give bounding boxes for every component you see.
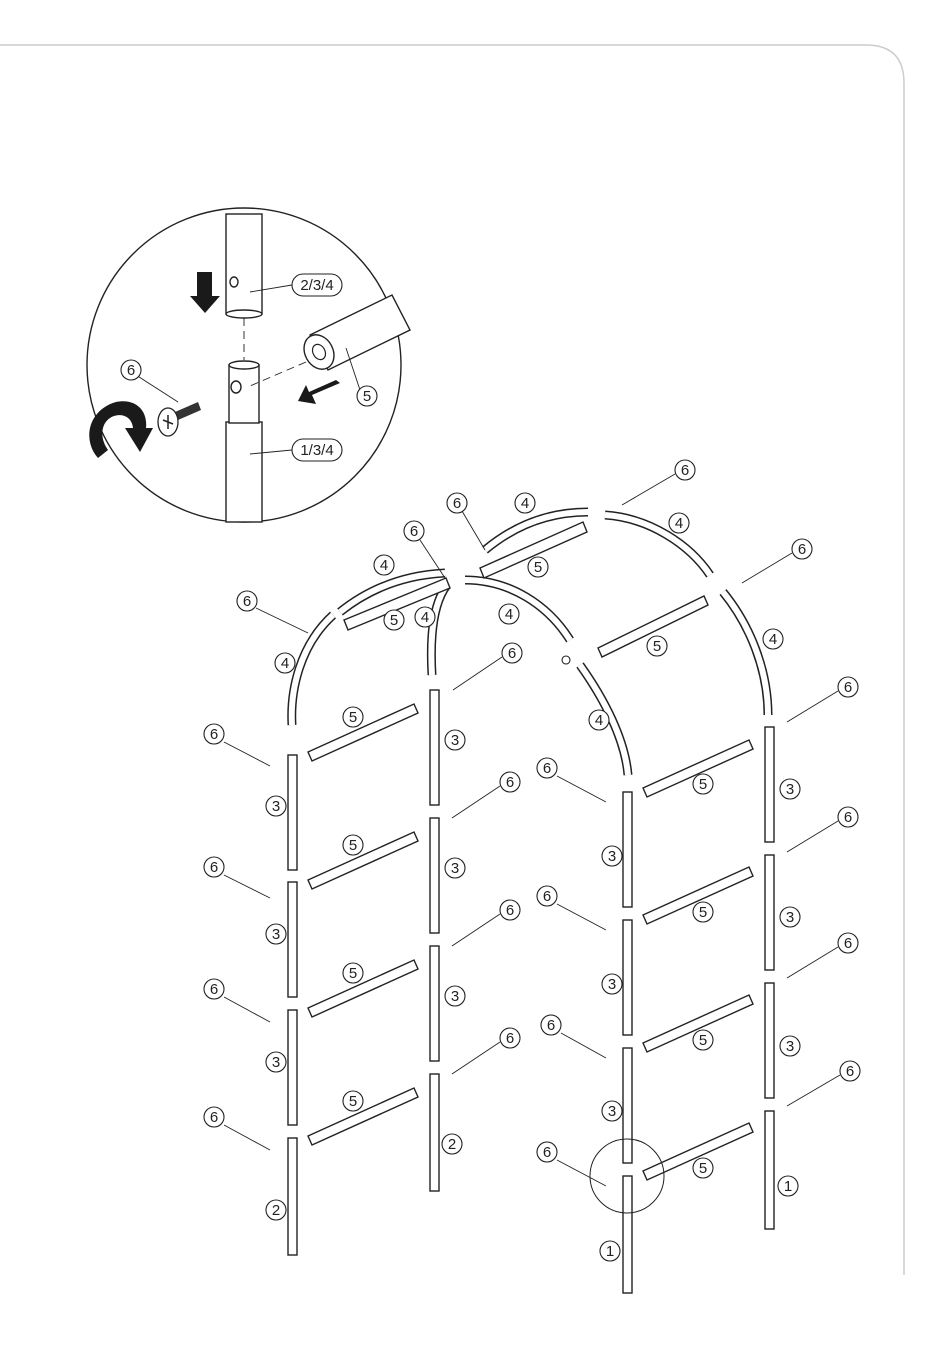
callout-leg-mid: [602, 846, 622, 866]
callout-crossbar: [343, 1091, 363, 1111]
callout-screw: [237, 591, 308, 633]
callout-crossbar: [384, 610, 404, 630]
callout-leg-mid: [780, 1036, 800, 1056]
upper-tube-label: 2/3/4: [300, 277, 334, 294]
svg-text:6: 6: [242, 593, 252, 610]
callout-crossbar: [528, 557, 548, 577]
svg-text:5: 5: [348, 709, 358, 726]
svg-text:5: 5: [698, 1160, 708, 1177]
callout-arch: [763, 629, 783, 649]
left-inner-leg: [430, 690, 439, 1191]
svg-text:5: 5: [698, 1032, 708, 1049]
arch-top-right: [605, 515, 710, 575]
svg-text:6: 6: [843, 809, 853, 826]
part-callouts: [204, 460, 860, 1261]
svg-text:6: 6: [452, 495, 462, 512]
svg-text:5: 5: [348, 837, 358, 854]
callout-leg-bottom: [778, 1176, 798, 1196]
right-side-crossbars: [598, 596, 753, 1180]
svg-text:4: 4: [768, 631, 778, 648]
callout-crossbar: [693, 774, 713, 794]
detail-upper-tube: [226, 214, 262, 314]
svg-text:5: 5: [652, 638, 662, 655]
callout-screw: [452, 772, 520, 818]
svg-text:3: 3: [450, 988, 460, 1005]
right-outer-leg: [765, 727, 774, 1229]
callout-arch: [669, 513, 689, 533]
callout-screw: [204, 979, 270, 1022]
callout-leg-mid: [780, 907, 800, 927]
callout-crossbar: [343, 963, 363, 983]
label-crossbar: [357, 386, 377, 406]
callout-crossbar: [647, 636, 667, 656]
callout-screw: [404, 521, 445, 578]
svg-text:3: 3: [607, 976, 617, 993]
callout-leg-mid: [602, 1101, 622, 1121]
callout-arch: [515, 493, 535, 513]
callout-leg-mid: [266, 796, 286, 816]
svg-text:5: 5: [698, 904, 708, 921]
crossbar-label: 5: [362, 388, 372, 405]
lower-tube-label: 1/3/4: [300, 442, 334, 459]
svg-text:4: 4: [379, 557, 389, 574]
callout-crossbar: [693, 902, 713, 922]
callout-screw: [537, 758, 606, 802]
callout-arch: [415, 607, 435, 627]
svg-text:3: 3: [450, 860, 460, 877]
detail-lower-tube: [226, 422, 262, 522]
svg-text:5: 5: [348, 965, 358, 982]
svg-text:6: 6: [542, 760, 552, 777]
svg-text:3: 3: [607, 848, 617, 865]
svg-text:6: 6: [505, 774, 515, 791]
callout-screw: [787, 933, 858, 978]
callout-leg-mid: [445, 858, 465, 878]
callout-screw: [541, 1015, 606, 1058]
callout-crossbar: [693, 1030, 713, 1050]
callout-screw: [537, 1142, 606, 1186]
callout-leg-mid: [602, 974, 622, 994]
svg-text:6: 6: [409, 523, 419, 540]
svg-text:6: 6: [843, 935, 853, 952]
callout-leg-bottom: [600, 1241, 620, 1261]
callout-leg-mid: [266, 1052, 286, 1072]
svg-text:6: 6: [542, 1144, 552, 1161]
svg-text:4: 4: [520, 495, 530, 512]
callout-leg-mid: [445, 730, 465, 750]
callout-leg-lower: [266, 1200, 286, 1220]
svg-text:6: 6: [845, 1063, 855, 1080]
svg-text:5: 5: [698, 776, 708, 793]
callout-leg-lower: [442, 1134, 462, 1154]
callout-screw: [447, 493, 485, 550]
callout-leg-mid: [780, 779, 800, 799]
svg-text:4: 4: [420, 609, 430, 626]
callout-screw: [204, 724, 270, 766]
svg-text:6: 6: [542, 888, 552, 905]
svg-text:3: 3: [271, 1054, 281, 1071]
svg-text:5: 5: [348, 1093, 358, 1110]
callout-arch: [374, 555, 394, 575]
svg-text:3: 3: [271, 798, 281, 815]
label-lower-tube: [292, 439, 342, 461]
svg-text:5: 5: [533, 559, 543, 576]
screw-label: 6: [126, 362, 136, 379]
svg-text:4: 4: [594, 712, 604, 729]
callout-screw: [742, 539, 812, 583]
svg-text:3: 3: [785, 781, 795, 798]
detail-insert: [229, 365, 259, 423]
right-inner-leg: [623, 792, 632, 1293]
svg-text:3: 3: [607, 1103, 617, 1120]
callout-crossbar: [343, 835, 363, 855]
callout-screw: [204, 1107, 270, 1150]
callout-screw: [562, 656, 570, 664]
svg-text:3: 3: [271, 926, 281, 943]
callout-crossbar: [343, 707, 363, 727]
svg-text:4: 4: [280, 655, 290, 672]
label-upper-tube: [292, 274, 342, 296]
svg-text:6: 6: [209, 726, 219, 743]
callout-arch: [589, 710, 609, 730]
svg-text:6: 6: [507, 645, 517, 662]
svg-text:5: 5: [389, 612, 399, 629]
svg-text:6: 6: [209, 981, 219, 998]
svg-text:3: 3: [450, 732, 460, 749]
callout-screw: [452, 900, 520, 946]
callout-screw: [622, 460, 695, 505]
callout-arch: [275, 653, 295, 673]
callout-screw: [537, 886, 606, 930]
svg-text:6: 6: [843, 679, 853, 696]
callout-screw: [452, 1028, 520, 1074]
svg-text:3: 3: [785, 1038, 795, 1055]
svg-text:2: 2: [447, 1136, 457, 1153]
callout-screw: [787, 807, 858, 852]
left-outer-leg: [288, 755, 297, 1255]
svg-text:6: 6: [209, 859, 219, 876]
detail-view: [87, 208, 410, 522]
svg-text:6: 6: [505, 1030, 515, 1047]
svg-text:4: 4: [674, 515, 684, 532]
label-screw: [121, 360, 141, 380]
svg-text:6: 6: [209, 1109, 219, 1126]
svg-text:6: 6: [546, 1017, 556, 1034]
svg-text:2: 2: [271, 1202, 281, 1219]
svg-text:6: 6: [505, 902, 515, 919]
callout-screw: [787, 677, 858, 722]
svg-text:1: 1: [783, 1178, 793, 1195]
callout-screw: [787, 1061, 860, 1106]
svg-text:4: 4: [504, 606, 514, 623]
callout-screw: [453, 643, 522, 690]
arch-right-outer: [723, 592, 768, 715]
callout-screw: [204, 857, 270, 898]
callout-arch: [499, 604, 519, 624]
svg-text:1: 1: [605, 1243, 615, 1260]
svg-text:3: 3: [785, 909, 795, 926]
left-side-crossbars: [308, 704, 418, 1145]
svg-text:6: 6: [797, 541, 807, 558]
callout-crossbar: [693, 1158, 713, 1178]
callout-leg-mid: [266, 924, 286, 944]
callout-leg-mid: [445, 986, 465, 1006]
svg-text:6: 6: [680, 462, 690, 479]
